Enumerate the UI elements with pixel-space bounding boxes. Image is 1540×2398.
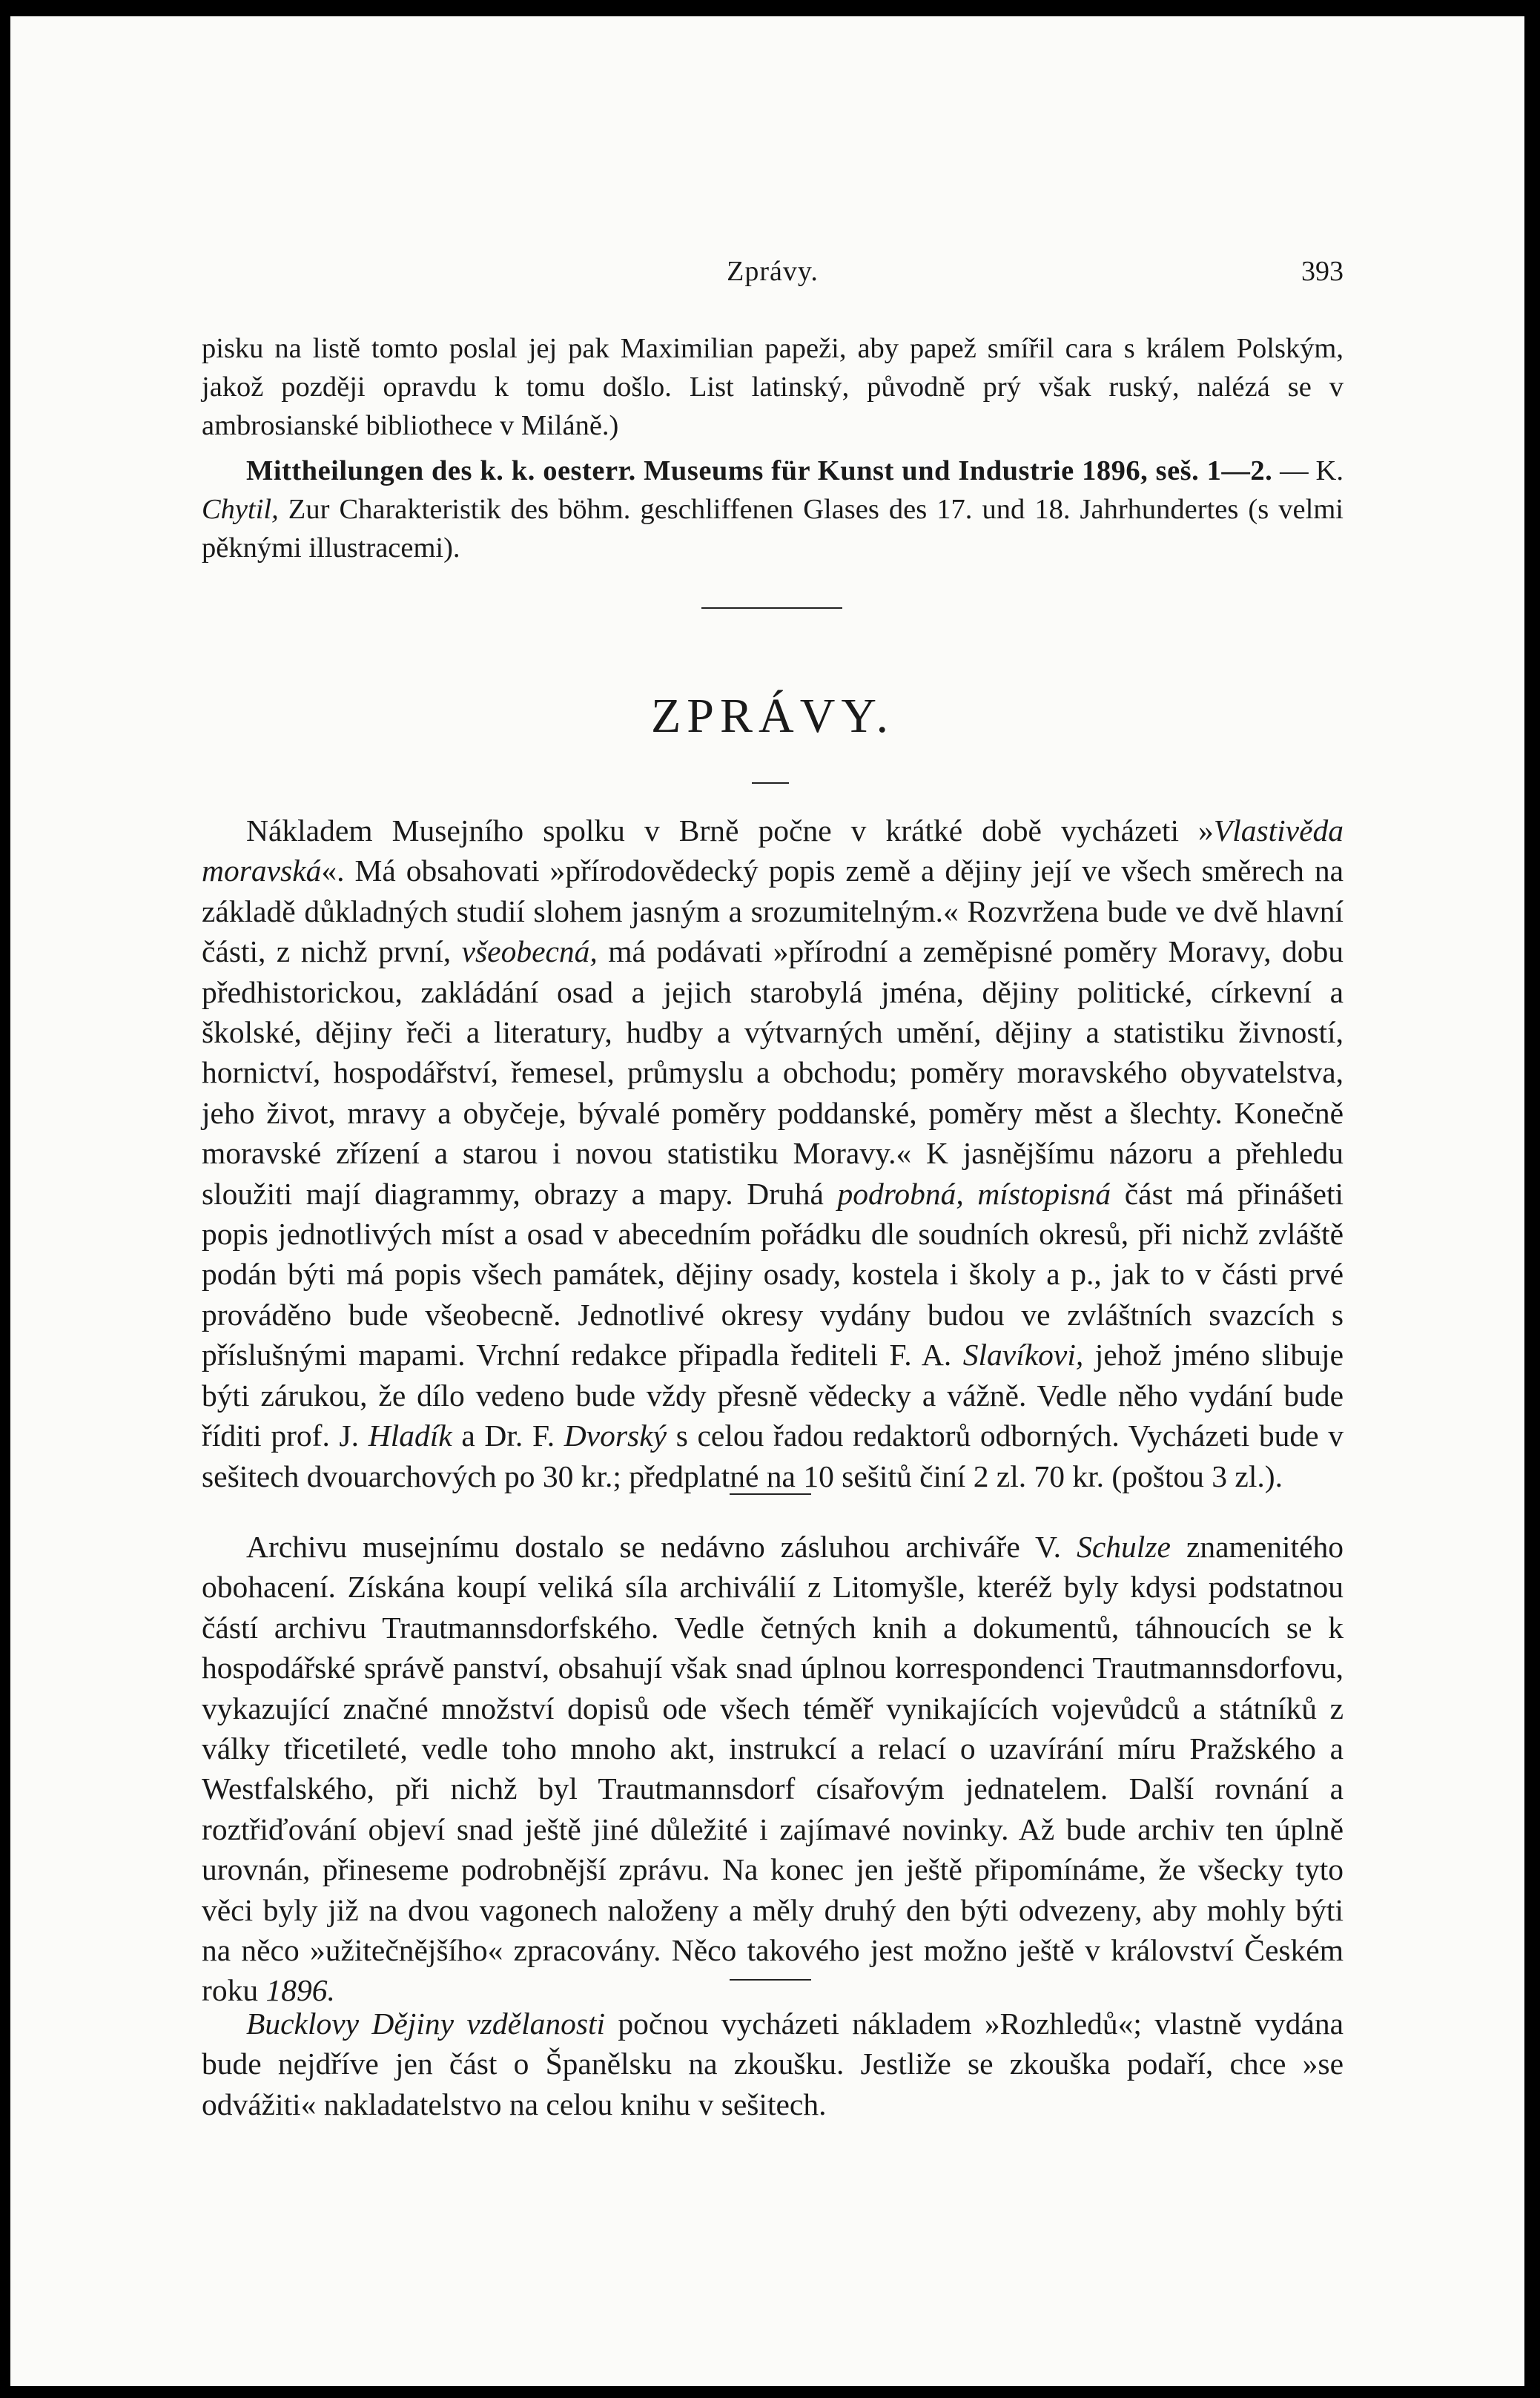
news-text: část má přinášeti popis jednotlivých míst a osad v abecedním pořádku dle soudních okresů, při nichž zvláště podán býti má popis všech památek, dějiny osady, kostela i školy a p., jak to v části prvé prováděno bude všeobecně. Jednotlivé okresy vydány budou ve zvláštních svazcích s příslušnými mapami. Vrchní redakce připadla řediteli F. A. — [202, 1176, 1344, 1373]
news-text: počnou vycházeti nákladem »Rozhledů«; vlastně vydána bude nejdříve jen část o Španělsku na zkoušku. Jestliže se zkouška podaří, chce »se odvážiti« nakladatelstvo na celou knihu v sešitech. — [202, 2006, 1344, 2121]
news-paragraph — [202, 2004, 1344, 2124]
news-year: 1896. — [265, 1973, 335, 2008]
intro-paragraph: pisku na listě tomto poslal jej pak Maximilian papeži, aby papež smířil cara s králem Polským, jakož později opravdu k tomu došlo. List latinský, původně prý však ruský, nalézá se v ambrosianské bibliothece v Miláně.) — [202, 333, 1344, 441]
news-divider — [730, 1493, 811, 1495]
bibliography-paragraph — [202, 452, 1344, 567]
running-title: Zprávy. — [727, 256, 819, 287]
news-paragraph — [202, 810, 1344, 1496]
page-sheet — [10, 16, 1524, 2386]
news-person: Hladík — [368, 1418, 452, 1453]
heading-underline — [752, 782, 789, 784]
news-text: Archivu musejnímu dostalo se nedávno zásluhou archiváře V. — [246, 1530, 1077, 1564]
bibliography-journal: Mittheilungen des k. k. oesterr. Museums für Kunst und Industrie 1896, seš. 1—2. — [246, 455, 1273, 486]
news-title-vlastiveda: Vlastivěda moravská — [202, 813, 1344, 888]
news-book-title: Bucklovy Dějiny vzdělanosti — [246, 2006, 606, 2041]
bibliography-author: Chytil, — [202, 494, 279, 525]
news-emphasis: podrobná, místopisná — [837, 1176, 1111, 1211]
news-text: jehož jméno slibuje býti zárukou, že dílo vedeno bude vždy přesně vědecky a vážně. Vedle něho vydání bude říditi prof. J. — [202, 1338, 1344, 1453]
news-item-archive — [202, 1527, 1344, 2011]
news-person: Schulze — [1077, 1530, 1171, 1564]
news-item-buckle — [202, 2004, 1344, 2124]
news-item-vlastiveda — [202, 810, 1344, 1496]
news-text: má podávati »přírodní a zeměpisné poměry Moravy, dobu předhistorickou, zakládání osad a jejich starobylá jména, dějiny politické, církevní a školské, dějiny řeči a literatury, hudby a výtvarných umění, dějiny a statistiku živností, hornictví, hospodářství, řemesel, průmyslu a obchodu; poměry moravského obyvatelstva, jeho život, mravy a obyčeje, bývalé poměry poddanské, poměry měst a šlechty. Konečně moravské zřízení a starou i novou statistiku Moravy.« K jasnějšímu názoru a přehledu sloužiti mají diagrammy, obrazy a mapy. Druhá — [202, 934, 1344, 1211]
news-person: Dvorský — [564, 1418, 667, 1453]
section-heading: ZPRÁVY. — [650, 689, 895, 743]
news-emphasis: všeobecná, — [461, 934, 598, 969]
news-text: a Dr. F. — [452, 1418, 564, 1453]
news-divider — [730, 1979, 811, 1981]
bibliography-rest: Zur Charakteristik des böhm. geschliffenen Glases des 17. und 18. Jahrhundertes (s velmi pěknými illustracemi). — [202, 494, 1344, 564]
running-header — [202, 255, 1344, 292]
news-text: Nákladem Musejního spolku v Brně počne v krátké době vycházeti » — [246, 813, 1214, 848]
news-text: s celou řadou redaktorů odborných. Vycházeti bude v sešitech dvouarchových po 30 kr.; předplatné na 10 sešitů činí 2 zl. 70 kr. (poštou 3 zl.). — [202, 1418, 1344, 1493]
section-divider — [701, 607, 842, 609]
news-person: Slavíkovi, — [962, 1338, 1084, 1373]
news-text: znamenitého obohacení. Získána koupí veliká síla archiválií z Litomyšle, kteréž byly kdysi podstatnou částí archivu Trautmannsdorfského. Vedle četných knih a dokumentů, táhnoucích se k hospodářské správě panství, obsahují však snad úplnou korrespondenci Trautmannsdorfovu, vykazující značné množství dopisů ode všech téměř vynikajících vojevůdců a státníků z války třicetileté, vedle toho mnoho akt, instrukcí a relací o uzavírání míru Pražského a Westfalského, při nichž byl Trautmannsdorf císařovým jednatelem. Další rovnání a roztřiďování objeví snad ještě jiné důležité i zajímavé novinky. Až bude archiv ten úplně urovnán, přineseme podrobnější zprávu. Na konec jen ještě připomínáme, že všecky tyto věci byly již na dvou vagonech naloženy a měly druhý den býti odvezeny, aby mohly býti na něco »užitečnějšího« zpracovány. Něco takového jest možno ještě v království Českém roku — [202, 1530, 1344, 2008]
news-paragraph — [202, 1527, 1344, 2011]
intro-continuation — [202, 329, 1344, 445]
page-number: 393 — [1301, 256, 1344, 287]
news-text: «. Má obsahovati »přírodovědecký popis země a dějiny její ve všech směrech na základě důkladných studií slohem jasným a srozumitelným.« Rozvržena bude ve dvě hlavní části, z nichž první, — [202, 853, 1344, 969]
bibliography-dash: — K. — [1272, 455, 1344, 486]
bibliography-entry — [202, 452, 1344, 567]
